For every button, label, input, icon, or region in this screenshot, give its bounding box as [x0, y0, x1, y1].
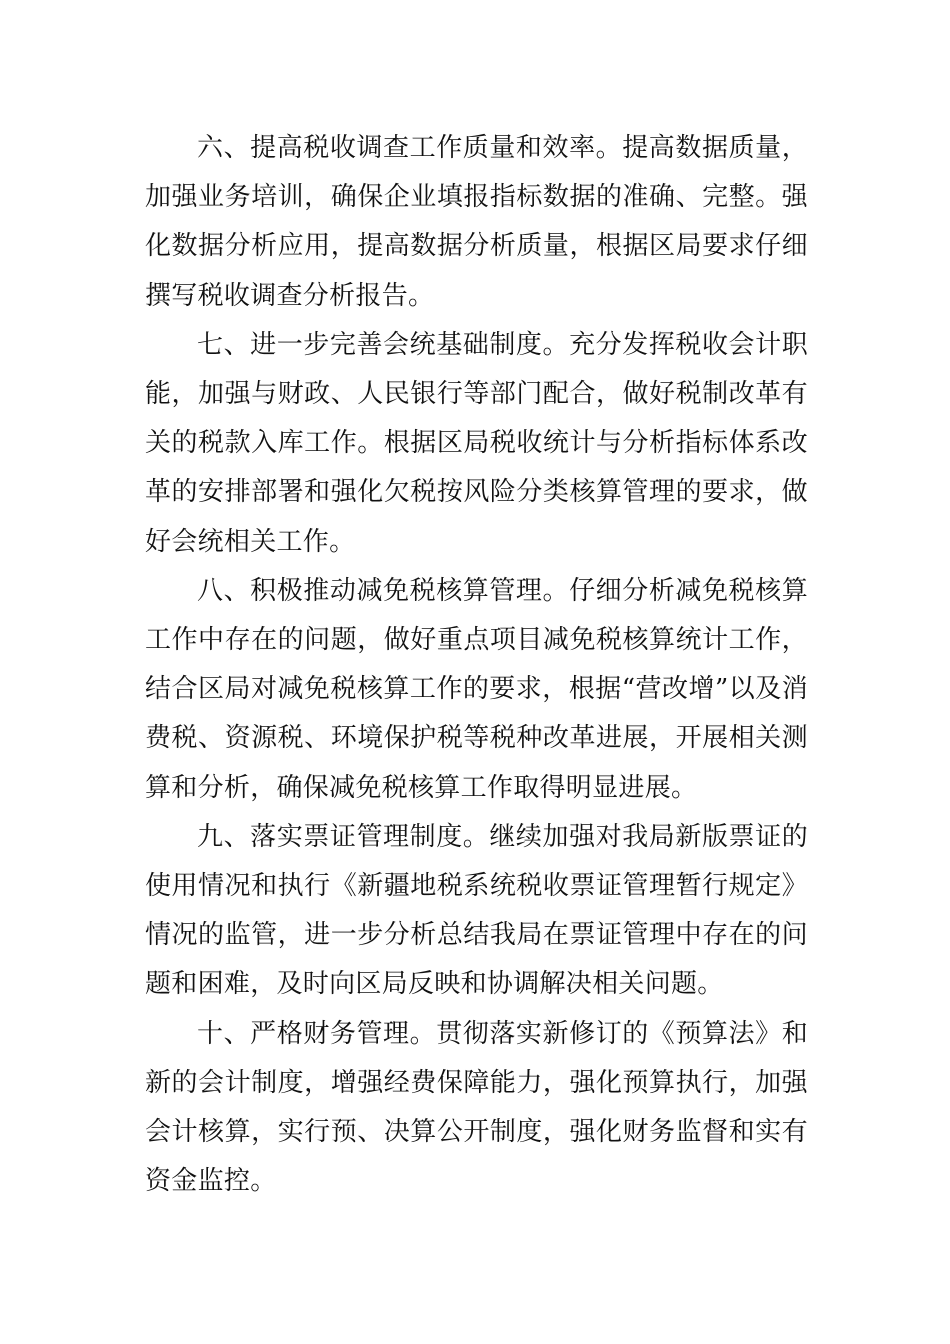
paragraph-nine: 九、落实票证管理制度。继续加强对我局新版票证的使用情况和执行《新疆地税系统税收票证管理暂行规定》情况的监管，进一步分析总结我局在票证管理中存在的问题和困难，及时向区局反映和协调解决相关问题。 [145, 821, 808, 1000]
paragraph-eight: 八、积极推动减免税核算管理。仔细分析减免税核算工作中存在的问题，做好重点项目减免税核算统计工作，结合区局对减免税核算工作的要求，根据“营改增”以及消费税、资源税、环境保护税等税种改革进展，开展相关测算和分析，确保减免税核算工作取得明显进展。 [145, 575, 808, 803]
paragraph-ten: 十、严格财务管理。贯彻落实新修订的《预算法》和新的会计制度，增强经费保障能力，强化预算执行，加强会计核算，实行预、决算公开制度，强化财务监督和实有资金监控。 [145, 1018, 808, 1197]
document-body [145, 124, 808, 1206]
paragraph-six: 六、提高税收调查工作质量和效率。提高数据质量，加强业务培训，确保企业填报指标数据的准确、完整。强化数据分析应用，提高数据分析质量，根据区局要求仔细撰写税收调查分析报告。 [145, 133, 808, 311]
paragraph-seven: 七、进一步完善会统基础制度。充分发挥税收会计职能，加强与财政、人民银行等部门配合，做好税制改革有关的税款入库工作。根据区局税收统计与分析指标体系改革的安排部署和强化欠税按风险分类核算管理的要求，做好会统相关工作。 [145, 329, 808, 557]
